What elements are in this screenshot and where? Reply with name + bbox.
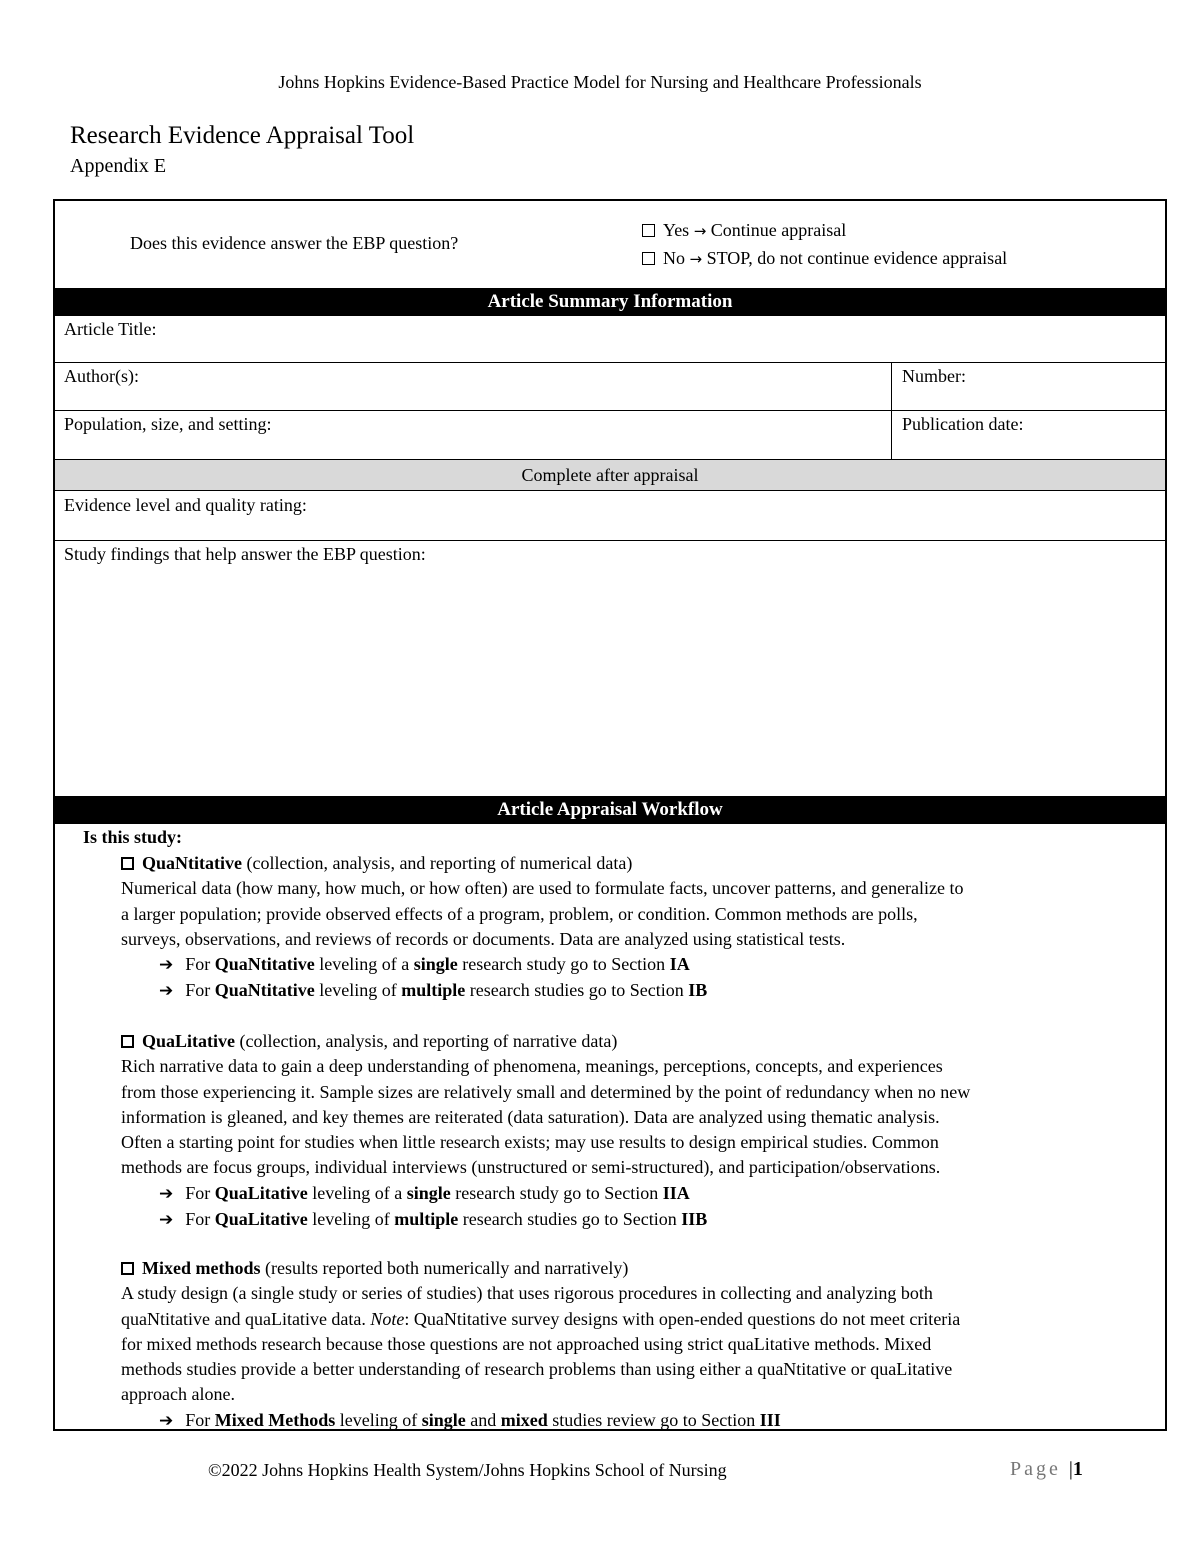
quantitative-body-line: Numerical data (how many, how much, or how often) are used to formulate facts, uncover patterns, and generalize to: [121, 878, 964, 899]
mixed-methods-checkbox[interactable]: [121, 1262, 134, 1275]
qualitative-option[interactable]: QuaLitative (collection, analysis, and reporting of narrative data): [121, 1029, 1151, 1054]
qualitative-body-line: information is gleaned, and key themes are reiterated (data saturation). Data are analyzed using thematic analysis.: [121, 1106, 940, 1127]
publication-date-field[interactable]: Publication date:: [902, 414, 1024, 434]
arrow-right-icon: ➔: [159, 1183, 174, 1204]
mixed-body-line: for mixed methods research because those questions are not approached using strict quaLitative methods. Mixed: [121, 1333, 932, 1354]
quantitative-body-line: a larger population; provide observed effects of a program, problem, or condition. Common methods are polls,: [121, 903, 918, 924]
authors-field[interactable]: Author(s):: [64, 366, 139, 386]
running-header: Johns Hopkins Evidence-Based Practice Model for Nursing and Healthcare Professionals: [278, 72, 922, 92]
yes-checkbox[interactable]: [642, 224, 655, 237]
appraisal-form: [53, 199, 1167, 1431]
number-field[interactable]: Number:: [902, 366, 966, 386]
ebp-question-text: Does this evidence answer the EBP question?: [130, 233, 459, 253]
arrow-right-icon: ➔: [159, 1210, 174, 1231]
population-field[interactable]: Population, size, and setting:: [64, 414, 272, 434]
arrow-right-icon: ➔: [159, 1410, 174, 1431]
mixed-methods-section: [121, 1256, 1151, 1434]
yes-option[interactable]: Yes → Continue appraisal: [642, 220, 846, 241]
page-subtitle: Appendix E: [70, 155, 167, 177]
article-title-field[interactable]: Article Title:: [64, 319, 157, 339]
arrow-right-icon: ➔: [159, 955, 174, 976]
arrow-right-icon: →: [693, 222, 707, 240]
mixed-body-line: approach alone.: [121, 1384, 235, 1405]
article-summary-heading: Article Summary Information: [55, 288, 1165, 316]
qualitative-body-line: from those experiencing it. Sample sizes are relatively small and determined by the point of redundancy when no new: [121, 1081, 971, 1102]
no-checkbox[interactable]: [642, 252, 655, 265]
footer-copyright: ©2022 Johns Hopkins Health System/Johns Hopkins School of Nursing: [208, 1460, 727, 1480]
qualitative-body-line: Rich narrative data to gain a deep understanding of phenomena, meanings, perceptions, concepts, and experiences: [121, 1056, 943, 1077]
complete-after-appraisal-heading: Complete after appraisal: [55, 459, 1165, 491]
page-title: Research Evidence Appraisal Tool: [70, 122, 415, 149]
quantitative-section: [121, 851, 1151, 1005]
quantitative-checkbox[interactable]: [121, 857, 134, 870]
arrow-right-icon: ➔: [159, 981, 174, 1002]
footer-page-number: Page |1: [1010, 1458, 1083, 1480]
quantitative-option[interactable]: QuaNtitative (collection, analysis, and reporting of numerical data): [121, 851, 1151, 876]
quantitative-multiple-bullet: ➔ For QuaNtitative leveling of multiple research studies go to Section IB: [159, 980, 708, 1002]
mixed-body-line: quaNtitative and quaLitative data. Note: QuaNtitative survey designs with open-ended questions do not meet criteria: [121, 1308, 961, 1329]
mixed-body-line: A study design (a single study or series of studies) that uses rigorous procedures in collecting and analyzing both: [121, 1283, 933, 1304]
qualitative-single-bullet: ➔ For QuaLitative leveling of a single research study go to Section IIA: [159, 1182, 690, 1204]
qualitative-body-line: Often a starting point for studies when little research exists; may use results to design empirical studies. Common: [121, 1132, 939, 1153]
no-option[interactable]: No → STOP, do not continue evidence appraisal: [642, 248, 1007, 269]
qualitative-checkbox[interactable]: [121, 1035, 134, 1048]
mixed-body-line: methods studies provide a better understanding of research problems than using either a quaNtitative or quaLitative: [121, 1359, 953, 1380]
evidence-level-field[interactable]: Evidence level and quality rating:: [64, 495, 307, 515]
mixed-methods-bullet: ➔ For Mixed Methods leveling of single and mixed studies review go to Section III: [159, 1409, 781, 1431]
arrow-right-icon: →: [689, 250, 703, 268]
qualitative-section: [121, 1029, 1151, 1233]
quantitative-single-bullet: ➔ For QuaNtitative leveling of a single research study go to Section IA: [159, 954, 690, 976]
is-this-study-label: Is this study:: [83, 827, 183, 847]
quantitative-body-line: surveys, observations, and reviews of records or documents. Data are analyzed using statistical tests.: [121, 928, 846, 949]
qualitative-body-line: methods are focus groups, individual interviews (unstructured or semi-structured), and participation/observations.: [121, 1157, 941, 1178]
qualitative-multiple-bullet: ➔ For QuaLitative leveling of multiple research studies go to Section IIB: [159, 1209, 708, 1231]
mixed-methods-option[interactable]: Mixed methods (results reported both numerically and narratively): [121, 1256, 1151, 1281]
study-findings-field[interactable]: Study findings that help answer the EBP question:: [64, 544, 426, 564]
article-appraisal-workflow-heading: Article Appraisal Workflow: [55, 796, 1165, 824]
